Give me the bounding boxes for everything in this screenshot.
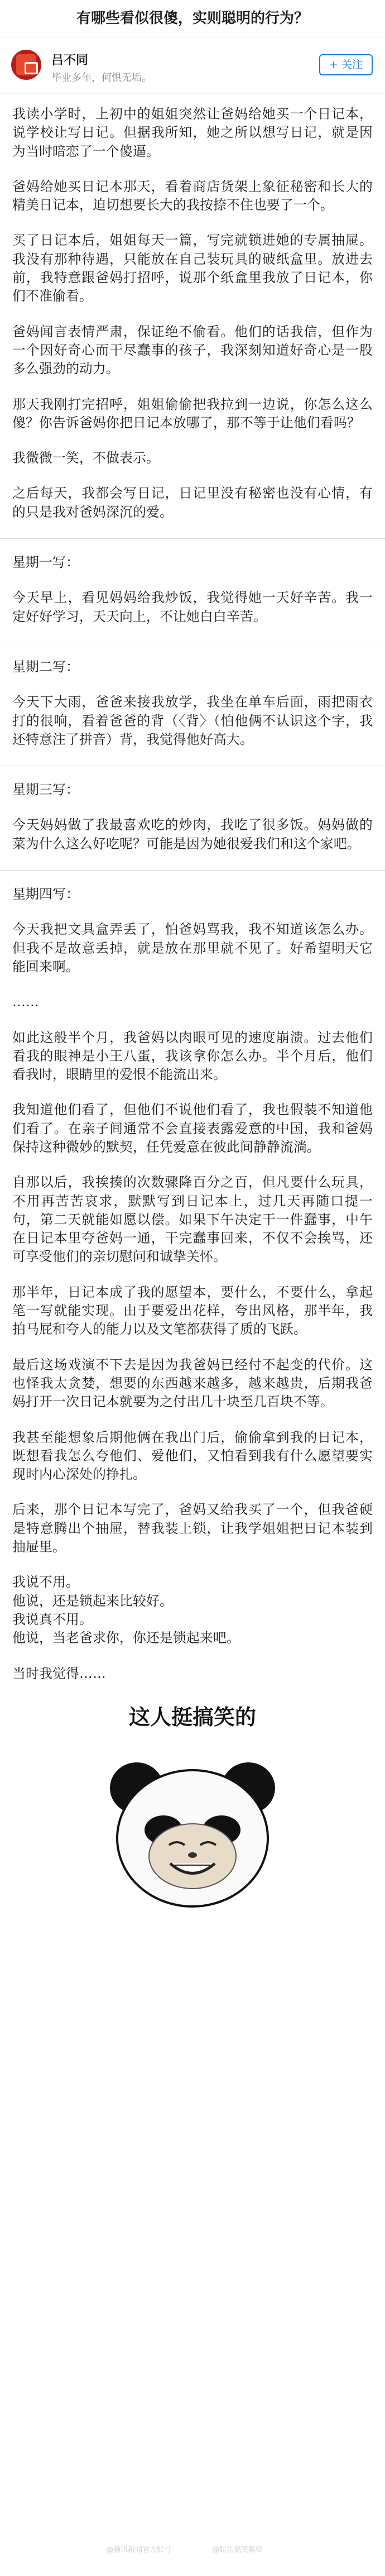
answer-paragraph: 那半年，日记本成了我的愿望本，要什么，不要什么，拿起笔一写就能实现。由于要爱出花样，夸出风格，那半年，我拍马屁和夸人的能力以及文笔都获得了质的飞跃。 <box>12 1284 373 1337</box>
answer-paragraph: 今天下大雨，爸爸来接我放学，我坐在单车后面，雨把雨衣打的很响，看着爸爸的背（〈背〉（怕他俩不认识这个字，我还特意注了拼音）背，我觉得他好高大。 <box>12 694 373 747</box>
answer-paragraph: 今天早上，看见妈妈给我炒饭，我觉得她一天好辛苦。我一定好好学习，天天向上，不让她白白辛苦。 <box>12 590 373 624</box>
watermark-bar <box>0 2544 385 2560</box>
author-card <box>0 37 385 94</box>
answer-paragraph: 自那以后，我挨揍的次数骤降百分之百，但凡要什么玩具，不用再苦苦哀求，默默写到日记本上，过几天再随口提一句，第二天就能如愿以偿。如果下午决定干一件蠢事，中午在日记本里夸爸妈一通，干完蠢事回来，不仅不会挨骂，还可享受他们的亲切慰问和诚挚关怀。 <box>12 1174 373 1265</box>
answer-body <box>0 94 385 1940</box>
watermark-left: @腾讯新闻官方账号 <box>106 2546 172 2554</box>
day-heading: 星期四写： <box>12 886 79 902</box>
divider <box>0 538 385 539</box>
divider <box>0 870 385 871</box>
panda-face-icon <box>103 1749 282 1911</box>
answer-paragraph: 那天我刚打完招呼，姐姐偷偷把我拉到一边说，你怎么这么傻？你告诉爸妈你把日记本放哪了，那不等于让他们看吗？ <box>12 396 373 431</box>
answer-paragraph: 今天妈妈做了我最喜欢吃的炒肉，我吃了很多饭。妈妈做的菜为什么这么好吃呢？可能是因为她很爱我们和这个家吧。 <box>12 817 373 852</box>
answer-paragraph: 如此这般半个月，我爸妈以肉眼可见的速度崩溃。过去他们看我的眼神是小王八蛋，我该拿你怎么办。半个月后，他们看我时，眼睛里的爱恨不能流出来。 <box>12 1029 373 1083</box>
author-bio: 毕业多年，何惧无垢。 <box>51 72 152 84</box>
answer-paragraph: 我微微一笑，不做表示。 <box>12 450 160 466</box>
answer-paragraph: 今天我把文具盒弄丢了，怕爸妈骂我，我不知道该怎么办。但我不是故意丢掉，就是放在那里就不见了。好希望明天它能回来啊。 <box>12 921 373 974</box>
day-heading: 星期一写： <box>12 555 79 571</box>
answer-paragraph: 我知道他们看了，但他们不说他们看了，我也假装不知道他们看了。在亲子间通常不会直接表露爱意的中国，我和爸妈保持这种微妙的默契，任凭爱意在彼此间静静流淌。 <box>12 1102 373 1155</box>
answer-paragraph: 最后这场戏演不下去是因为我爸妈已经付不起变的代价。这也怪我太贪婪，想要的东西越来越多，越来越贵，后期我爸妈打开一次日记本就要为之付出几十块至几百块不等。 <box>12 1356 373 1410</box>
answer-paragraph: 爸妈闻言表情严肃，保证绝不偷看。他们的话我信，但作为一个因好奇心而干尽蠢事的孩子，我深刻知道好奇心是一股多么强劲的动力。 <box>12 323 373 377</box>
avatar[interactable] <box>11 50 41 80</box>
answer-paragraph: 买了日记本后，姐姐每天一篇，写完就锁进她的专属抽屉。我没有那种待遇，只能放在自己装玩具的破纸盒里。放进去前，我特意跟爸妈打招呼，说那个纸盒里我放了日记本，你们不准偷看。 <box>12 232 373 304</box>
answer-paragraph: 我读小学时，上初中的姐姐突然让爸妈给她买一个日记本，说学校让写日记。但据我所知，她之所以想写日记，就是因为当时暗恋了一个傻逼。 <box>12 106 373 159</box>
dialogue-paragraph: 我说不用。 他说，还是锁起来比较好。 我说真不用。 他说，当老爸求你，你还是锁起来吧。 <box>12 1574 240 1646</box>
watermark-right: @娱乐搞笑集锦 <box>212 2546 263 2554</box>
answer-paragraph: 爸妈给她买日记本那天，看着商店货架上象征秘密和长大的精美日记本，迫切想要长大的我按捺不住也要了一个。 <box>12 178 373 213</box>
answer-paragraph: 之后每天，我都会写日记，日记里没有秘密也没有心情，有的只是我对爸妈深沉的爱。 <box>12 485 373 520</box>
follow-button[interactable]: + 关注 <box>319 54 373 75</box>
meme-image[interactable] <box>59 1700 326 1940</box>
day-heading: 星期三写： <box>12 782 79 798</box>
meme-caption: 这人挺搞笑的 <box>128 1704 256 1729</box>
answer-paragraph: 当时我觉得…… <box>12 1665 106 1681</box>
day-heading: 星期二写： <box>12 658 79 675</box>
answer-paragraph: 我甚至能想象后期他俩在我出门后，偷偷拿到我的日记本，既想看我怎么夸他们、爱他们，又怕看到我有什么愿望要实现时内心深处的挣扎。 <box>12 1429 373 1483</box>
author-name[interactable]: 吕不同 <box>51 54 89 68</box>
question-title[interactable]: 有哪些看似很傻，实则聪明的行为？ <box>0 0 385 37</box>
ellipsis: …… <box>12 994 39 1010</box>
answer-paragraph: 后来，那个日记本写完了，爸妈又给我买了一个，但我爸硬是特意腾出个抽屉，替我装上锁，让我学姐姐把日记本装到抽屉里。 <box>12 1502 373 1555</box>
